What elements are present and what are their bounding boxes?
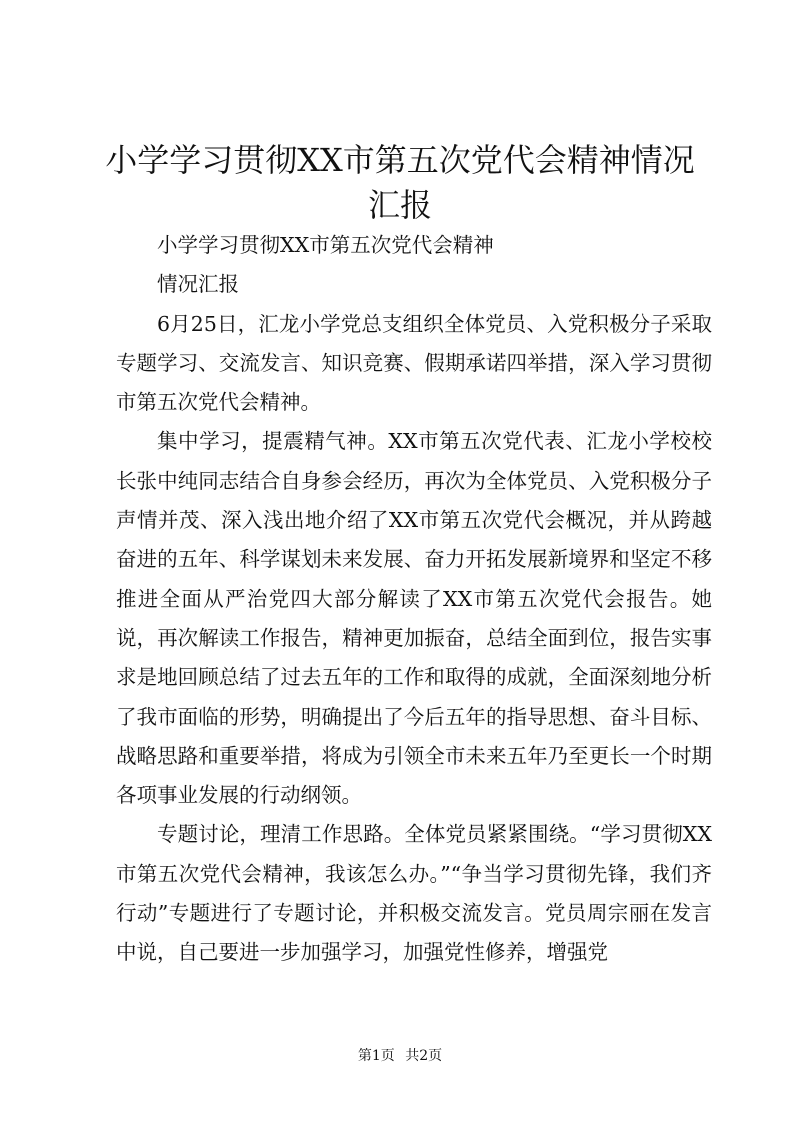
document-body [116,226,712,973]
paragraph-focused-study: 集中学习，提震精气神。XX市第五次党代表、汇龙小学校校长张中纯同志结合自身参会经历，再次为全体党员、入党积极分子声情并茂、深入浅出地介绍了XX市第五次党代会概况，并从跨越奋进的五年、科学谋划未来发展、奋力开拓发展新境界和坚定不移推进全面从严治党四大部分解读了XX市第五次党代会报告。她说，再次解读工作报告，精神更加振奋，总结全面到位，报告实事求是地回顾总结了过去五年的工作和取得的成就，全面深刻地分析了我市面临的形势，明确提出了今后五年的指导思想、奋斗目标、战略思路和重要举措，将成为引领全市未来五年乃至更长一个时期各项事业发展的行动纲领。 [116,429,712,808]
document-title: 小学学习贯彻XX市第五次党代会精神情况汇报 [105,141,695,224]
paragraph-subtitle-line-1: 小学学习贯彻XX市第五次党代会精神 [157,233,494,257]
paragraph-intro: 6月25日，汇龙小学党总支组织全体党员、入党积极分子采取专题学习、交流发言、知识竞赛、假期承诺四举措，深入学习贯彻市第五次党代会精神。 [116,311,712,415]
page-total: 共2页 [405,1048,443,1064]
paragraph-subtitle-line-2: 情况汇报 [157,272,239,297]
page-footer [0,1046,800,1066]
paragraph-topic-discussion: 专题讨论，理清工作思路。全体党员紧紧围绕。“学习贯彻XX市第五次党代会精神，我该怎么办。”“争当学习贯彻先锋，我们齐行动”专题进行了专题讨论，并积极交流发言。党员周宗丽在发言中说，自己要进一步加强学习，加强党性修养，增强党 [116,822,712,965]
page-number: 第1页 [357,1048,395,1064]
